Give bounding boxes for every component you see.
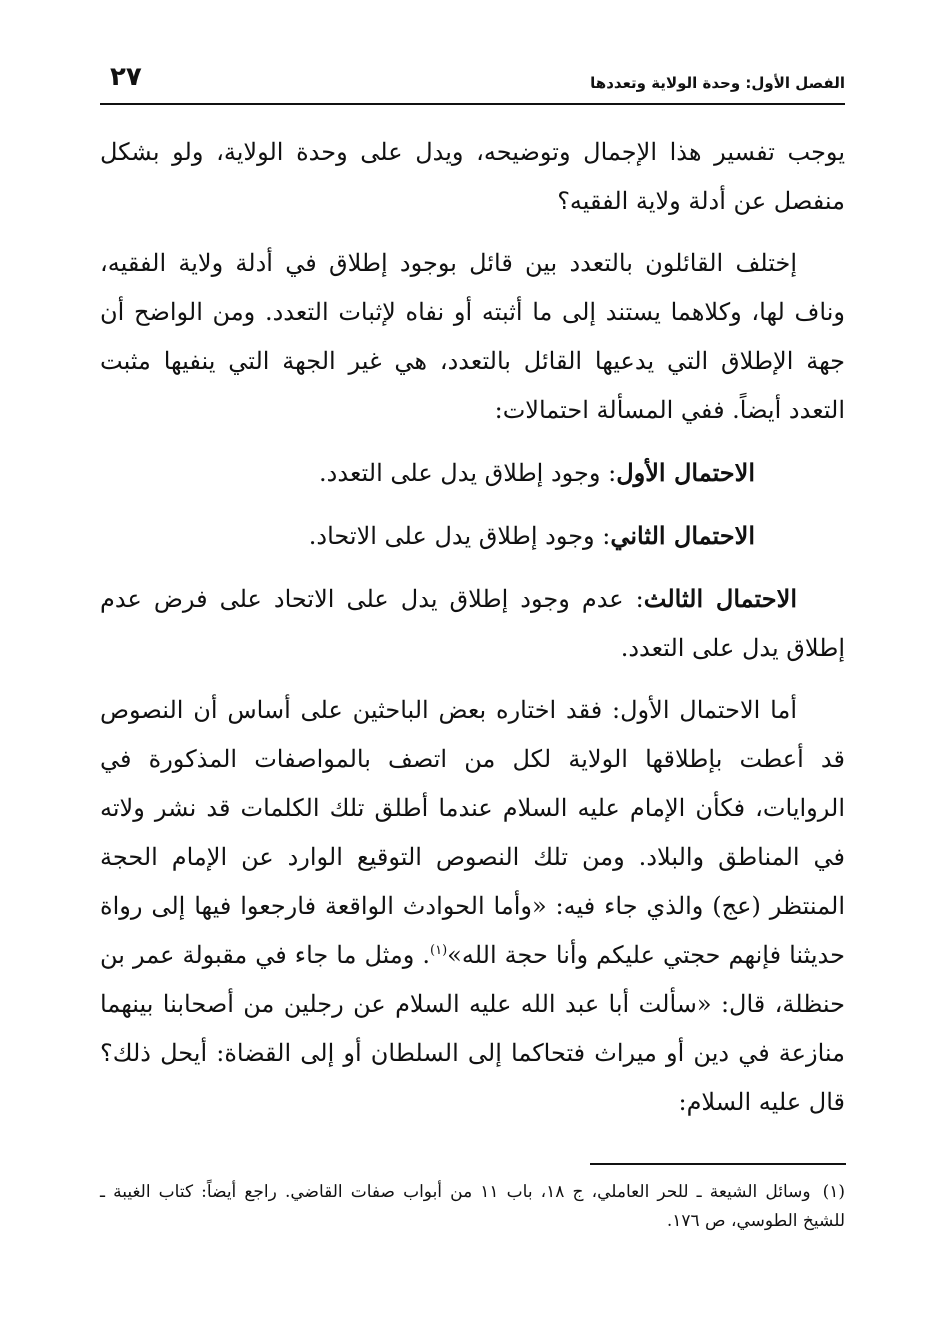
option-2: [100, 511, 845, 561]
paragraph-3: [100, 686, 845, 1127]
footnote-reference: (١): [430, 943, 448, 958]
paragraph-2: إختلف القائلون بالتعدد بين قائل بوجود إطلاق في أدلة ولاية الفقيه، وناف لها، وكلاهما يستند إلى ما أثبته أو نفاه لإثبات التعدد. ومن الواضح أن جهة الإطلاق التي يدعيها القائل بالتعدد، هي غير الجهة التي ينفيها مثبت التعدد أيضاً. ففي المسألة احتمالات:: [100, 249, 845, 424]
main-text: [100, 128, 845, 1140]
option-3-label: الاحتمال الثالث: [643, 584, 797, 613]
page-header: [100, 62, 845, 102]
option-1-text: : وجود إطلاق يدل على التعدد.: [319, 459, 617, 487]
option-3-text: : عدم وجود إطلاق يدل على الاتحاد على فرض عدم إطلاق يدل على التعدد.: [100, 585, 845, 662]
page-number: ٢٧: [110, 62, 142, 92]
paragraph-3-part-a: أما الاحتمال الأول: فقد اختاره بعض الباحثين على أساس أن النصوص قد أعطت بإطلاقها الولاية لكل من اتصف بالمواصفات المذكورة في الروايات، فكأن الإمام عليه السلام عندما أطلق تلك الكلمات قد نشر ولاته في المناطق والبلاد. ومن تلك النصوص التوقيع الوارد عن الإمام الحجة المنتظر (عج) والذي جاء فيه: «وأما الحوادث الواقعة فارجعوا فيها إلى رواة حديثنا فإنهم حجتي عليكم وأنا حجة الله»: [100, 696, 845, 969]
footnote-divider: [590, 1163, 846, 1165]
footnote-text: وسائل الشيعة ـ للحر العاملي، ج ١٨، باب ١١ من أبواب صفات القاضي. راجع أيضاً: كتاب الغيبة ـ للشيخ الطوسي، ص ١٧٦.: [100, 1182, 845, 1231]
footnote: [100, 1178, 845, 1236]
paragraph-1: يوجب تفسير هذا الإجمال وتوضيحه، ويدل على وحدة الولاية، ولو بشكل منفصل عن أدلة ولاية الفقيه؟: [100, 138, 845, 215]
header-divider: [100, 103, 845, 105]
chapter-title: الفصل الأول: وحدة الولاية وتعددها: [590, 74, 845, 92]
option-1: [100, 448, 845, 498]
paragraph-3-part-b: . ومثل ما جاء في مقبولة عمر بن حنظلة، قال: «سألت أبا عبد الله عليه السلام عن رجلين من أصحابنا بينهما منازعة في دين أو ميراث فتحاكما إلى السلطان أو إلى القضاة: أيحل ذلك؟ قال عليه السلام:: [100, 941, 845, 1116]
option-3: [100, 574, 845, 673]
option-1-label: الاحتمال الأول: [616, 458, 755, 487]
option-2-label: الاحتمال الثاني: [610, 521, 755, 550]
footnote-number: (١): [822, 1182, 846, 1202]
option-2-text: : وجود إطلاق يدل على الاتحاد.: [308, 522, 611, 550]
